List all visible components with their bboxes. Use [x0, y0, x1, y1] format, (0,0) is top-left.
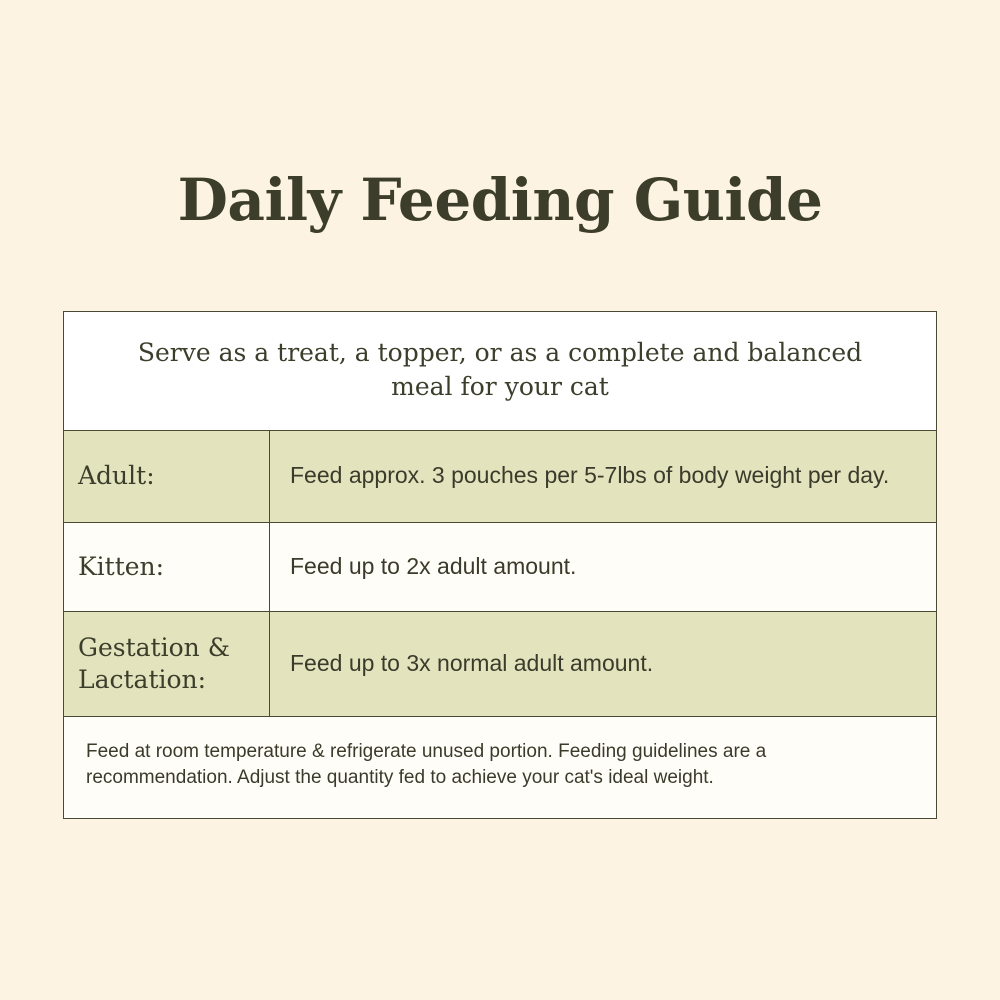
row-label-gestation-lactation: Gestation & Lactation:: [64, 612, 270, 716]
row-value-kitten: Feed up to 2x adult amount.: [270, 523, 936, 611]
row-label-kitten: Kitten:: [64, 523, 270, 611]
table-header-text: Serve as a treat, a topper, or as a complete and balanced meal for your cat: [64, 312, 936, 431]
feeding-guide-table: [63, 311, 937, 819]
table-row: [64, 523, 936, 612]
row-value-gestation-lactation: Feed up to 3x normal adult amount.: [270, 612, 936, 716]
row-value-adult: Feed approx. 3 pouches per 5-7lbs of body weight per day.: [270, 431, 936, 522]
page-title: Daily Feeding Guide: [177, 166, 823, 234]
table-row: [64, 431, 936, 523]
table-row: [64, 612, 936, 717]
row-label-adult: Adult:: [64, 431, 270, 522]
table-footnote: Feed at room temperature & refrigerate unused portion. Feeding guidelines are a recommendation. Adjust the quantity fed to achieve your cat's ideal weight.: [64, 717, 936, 818]
